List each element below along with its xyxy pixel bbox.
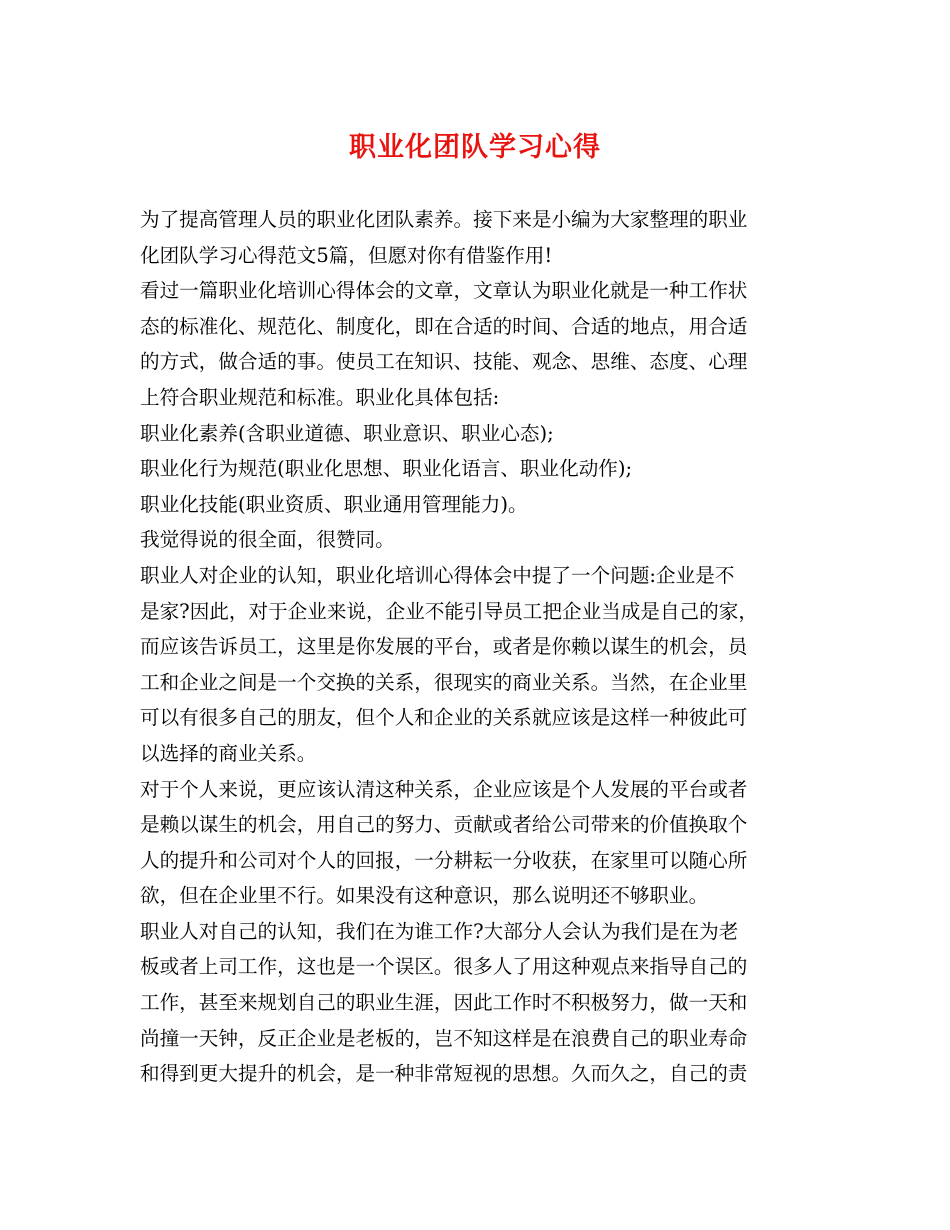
body-line: 化团队学习心得范文5篇，但愿对你有借鉴作用! bbox=[140, 243, 553, 267]
body-line: 为了提高管理人员的职业化团队素养。接下来是小编为大家整理的职业 bbox=[140, 208, 748, 231]
body-line: 尚撞一天钟，反正企业是老板的，岂不知这样是在浪费自己的职业寿命 bbox=[140, 1026, 748, 1050]
body-line: 职业化素养(含职业道德、职业意识、职业心态); bbox=[140, 421, 554, 445]
body-line: 的方式，做合适的事。使员工在知识、技能、观念、思维、态度、心理 bbox=[140, 350, 748, 374]
body-line: 职业化行为规范(职业化思想、职业化语言、职业化动作); bbox=[140, 457, 633, 481]
body-line: 上符合职业规范和标准。职业化具体包括: bbox=[140, 385, 500, 409]
body-line: 工作，甚至来规划自己的职业生涯，因此工作时不积极努力，做一天和 bbox=[140, 991, 748, 1015]
body-line: 可以有很多自己的朋友，但个人和企业的关系就应该是这样一种彼此可 bbox=[140, 706, 748, 730]
body-line: 对于个人来说，更应该认清这种关系，企业应该是个人发展的平台或者 bbox=[140, 777, 748, 801]
document-title: 职业化团队学习心得 bbox=[349, 132, 601, 163]
document-body bbox=[140, 202, 816, 1092]
body-line: 看过一篇职业化培训心得体会的文章，文章认为职业化就是一种工作状 bbox=[140, 279, 748, 303]
body-line: 态的标准化、规范化、制度化，即在合适的时间、合适的地点，用合适 bbox=[140, 314, 748, 338]
body-line: 是赖以谋生的机会，用自己的努力、贡献或者给公司带来的价值换取个 bbox=[140, 813, 748, 837]
body-line: 以选择的商业关系。 bbox=[140, 741, 317, 765]
body-line: 职业人对自己的认知，我们在为谁工作?大部分人会认为我们是在为老 bbox=[140, 919, 739, 943]
body-line: 板或者上司工作，这也是一个误区。很多人了用这种观点来指导自己的 bbox=[140, 955, 748, 979]
body-line: 而应该告诉员工，这里是你发展的平台，或者是你赖以谋生的机会，员 bbox=[140, 635, 748, 659]
body-line: 和得到更大提升的机会，是一种非常短视的思想。久而久之，自己的责 bbox=[140, 1062, 748, 1086]
body-line: 职业化技能(职业资质、职业通用管理能力)。 bbox=[140, 492, 528, 516]
body-line: 人的提升和公司对个人的回报，一分耕耘一分收获，在家里可以随心所 bbox=[140, 848, 748, 872]
body-line: 我觉得说的很全面，很赞同。 bbox=[140, 528, 395, 552]
body-line: 职业人对企业的认知，职业化培训心得体会中提了一个问题:企业是不 bbox=[140, 563, 735, 587]
body-line: 是家?因此，对于企业来说，企业不能引导员工把企业当成是自己的家， bbox=[140, 599, 758, 623]
body-line: 工和企业之间是一个交换的关系，很现实的商业关系。当然，在企业里 bbox=[140, 670, 748, 694]
body-line: 欲，但在企业里不行。如果没有这种意识，那么说明还不够职业。 bbox=[140, 884, 709, 908]
